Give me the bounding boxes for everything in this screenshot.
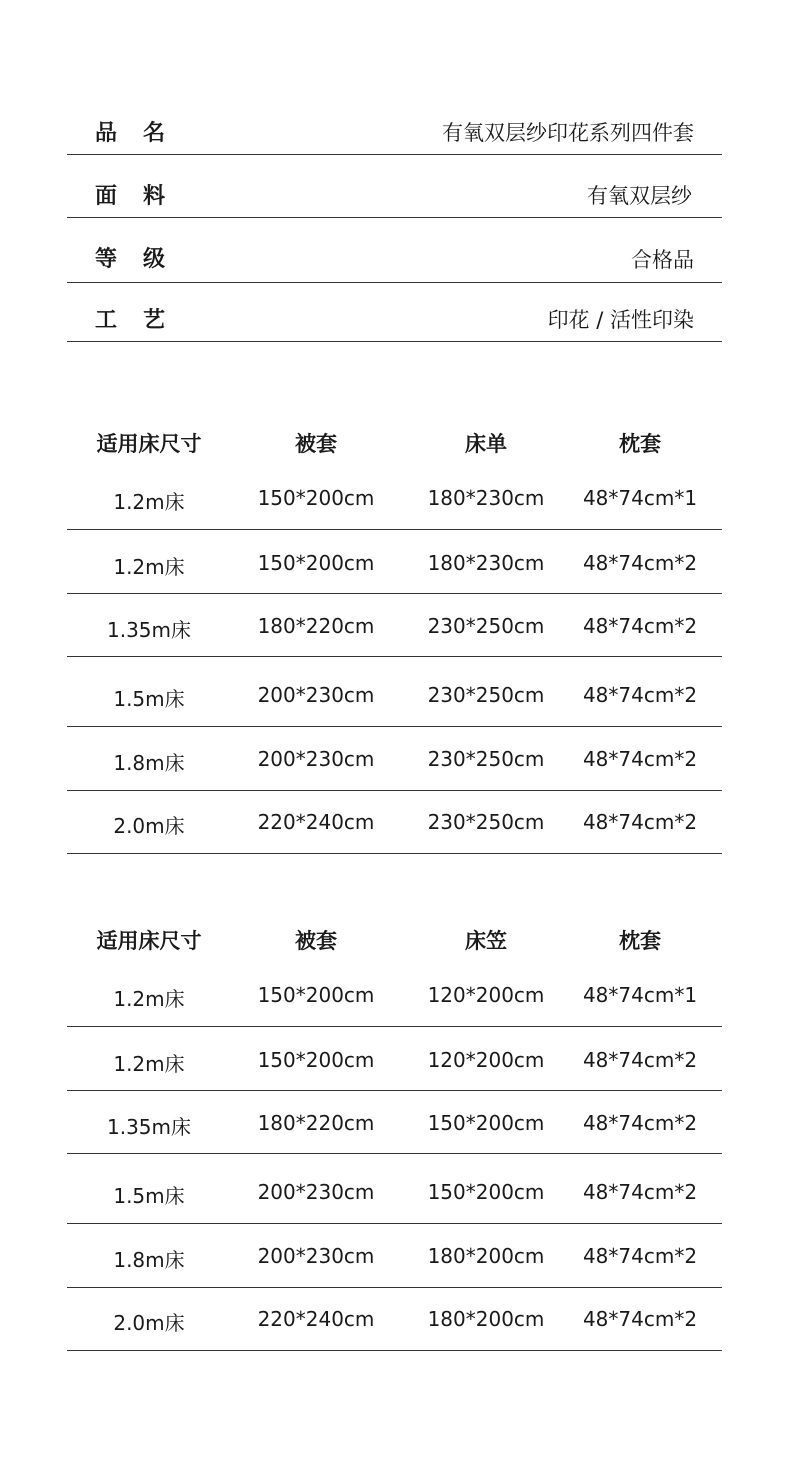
cell-bed-size: 1.35m床 (106, 618, 191, 642)
cell-sheet: 230*250cm (427, 683, 545, 707)
cell-duvet: 200*230cm (257, 1180, 375, 1204)
cell-pillowcase: 48*74cm*2 (582, 614, 698, 638)
cell-duvet: 150*200cm (257, 551, 375, 575)
cell-bed-size: 1.2m床 (113, 490, 185, 514)
cell-duvet: 150*200cm (257, 1048, 375, 1072)
cell-fitted-sheet: 120*200cm (427, 1048, 545, 1072)
table-header (67, 428, 722, 468)
cell-bed-size: 1.8m床 (113, 751, 185, 775)
header-bed-size: 适用床尺寸 (96, 929, 202, 953)
header-pillowcase: 枕套 (619, 929, 661, 953)
header-bed-size: 适用床尺寸 (96, 432, 202, 456)
cell-pillowcase: 48*74cm*1 (582, 983, 698, 1007)
cell-pillowcase: 48*74cm*2 (582, 1048, 698, 1072)
cell-sheet: 230*250cm (427, 810, 545, 834)
cell-pillowcase: 48*74cm*2 (582, 551, 698, 575)
cell-duvet: 180*220cm (257, 1111, 375, 1135)
table-row (67, 1027, 722, 1091)
cell-duvet: 180*220cm (257, 614, 375, 638)
cell-fitted-sheet: 180*200cm (427, 1307, 545, 1331)
cell-duvet: 220*240cm (257, 1307, 375, 1331)
cell-fitted-sheet: 150*200cm (427, 1111, 545, 1135)
header-pillowcase: 枕套 (619, 432, 661, 456)
spec-label: 工 艺 (95, 308, 166, 333)
size-table-fitted-sheet (67, 925, 722, 1351)
spec-row-grade (67, 218, 722, 283)
cell-duvet: 150*200cm (257, 486, 375, 510)
spec-value: 印花 / 活性印染 (547, 308, 694, 332)
spec-label: 面 料 (95, 184, 166, 209)
table-row (67, 1091, 722, 1154)
size-table-flat-sheet (67, 428, 722, 854)
table-row (67, 791, 722, 854)
cell-bed-size: 2.0m床 (113, 814, 185, 838)
cell-duvet: 200*230cm (257, 1244, 375, 1268)
cell-duvet: 200*230cm (257, 747, 375, 771)
table-row (67, 727, 722, 791)
spec-row-craft (67, 283, 722, 342)
cell-pillowcase: 48*74cm*2 (582, 683, 698, 707)
table-row (67, 969, 722, 1027)
header-duvet: 被套 (295, 432, 337, 456)
cell-bed-size: 2.0m床 (113, 1311, 185, 1335)
cell-fitted-sheet: 150*200cm (427, 1180, 545, 1204)
table-row (67, 1154, 722, 1224)
table-row (67, 472, 722, 530)
table-row (67, 530, 722, 594)
cell-sheet: 230*250cm (427, 747, 545, 771)
table-row (67, 1224, 722, 1288)
cell-bed-size: 1.2m床 (113, 555, 185, 579)
cell-duvet: 220*240cm (257, 810, 375, 834)
spec-label: 品 名 (95, 121, 166, 146)
cell-duvet: 200*230cm (257, 683, 375, 707)
cell-pillowcase: 48*74cm*2 (582, 1111, 698, 1135)
spec-row-fabric (67, 155, 722, 218)
table-row (67, 1288, 722, 1351)
cell-pillowcase: 48*74cm*2 (582, 810, 698, 834)
cell-sheet: 180*230cm (427, 486, 545, 510)
cell-sheet: 230*250cm (427, 614, 545, 638)
cell-pillowcase: 48*74cm*1 (582, 486, 698, 510)
spec-value: 合格品 (631, 248, 694, 272)
table-row (67, 657, 722, 727)
cell-bed-size: 1.5m床 (113, 687, 185, 711)
cell-bed-size: 1.8m床 (113, 1248, 185, 1272)
spec-value: 有氧双层纱印花系列四件套 (442, 121, 694, 145)
cell-pillowcase: 48*74cm*2 (582, 747, 698, 771)
cell-bed-size: 1.2m床 (113, 1052, 185, 1076)
cell-pillowcase: 48*74cm*2 (582, 1180, 698, 1204)
cell-pillowcase: 48*74cm*2 (582, 1244, 698, 1268)
header-duvet: 被套 (295, 929, 337, 953)
table-header (67, 925, 722, 965)
cell-fitted-sheet: 120*200cm (427, 983, 545, 1007)
cell-pillowcase: 48*74cm*2 (582, 1307, 698, 1331)
cell-bed-size: 1.2m床 (113, 987, 185, 1011)
cell-bed-size: 1.35m床 (106, 1115, 191, 1139)
spec-row-name (67, 110, 722, 155)
spec-value: 有氧双层纱 (587, 184, 692, 208)
cell-bed-size: 1.5m床 (113, 1184, 185, 1208)
table-row (67, 594, 722, 657)
cell-duvet: 150*200cm (257, 983, 375, 1007)
spec-label: 等 级 (95, 247, 166, 272)
cell-fitted-sheet: 180*200cm (427, 1244, 545, 1268)
header-sheet: 床单 (465, 432, 507, 456)
cell-sheet: 180*230cm (427, 551, 545, 575)
header-fitted-sheet: 床笠 (465, 929, 507, 953)
product-spec-list (67, 110, 722, 342)
